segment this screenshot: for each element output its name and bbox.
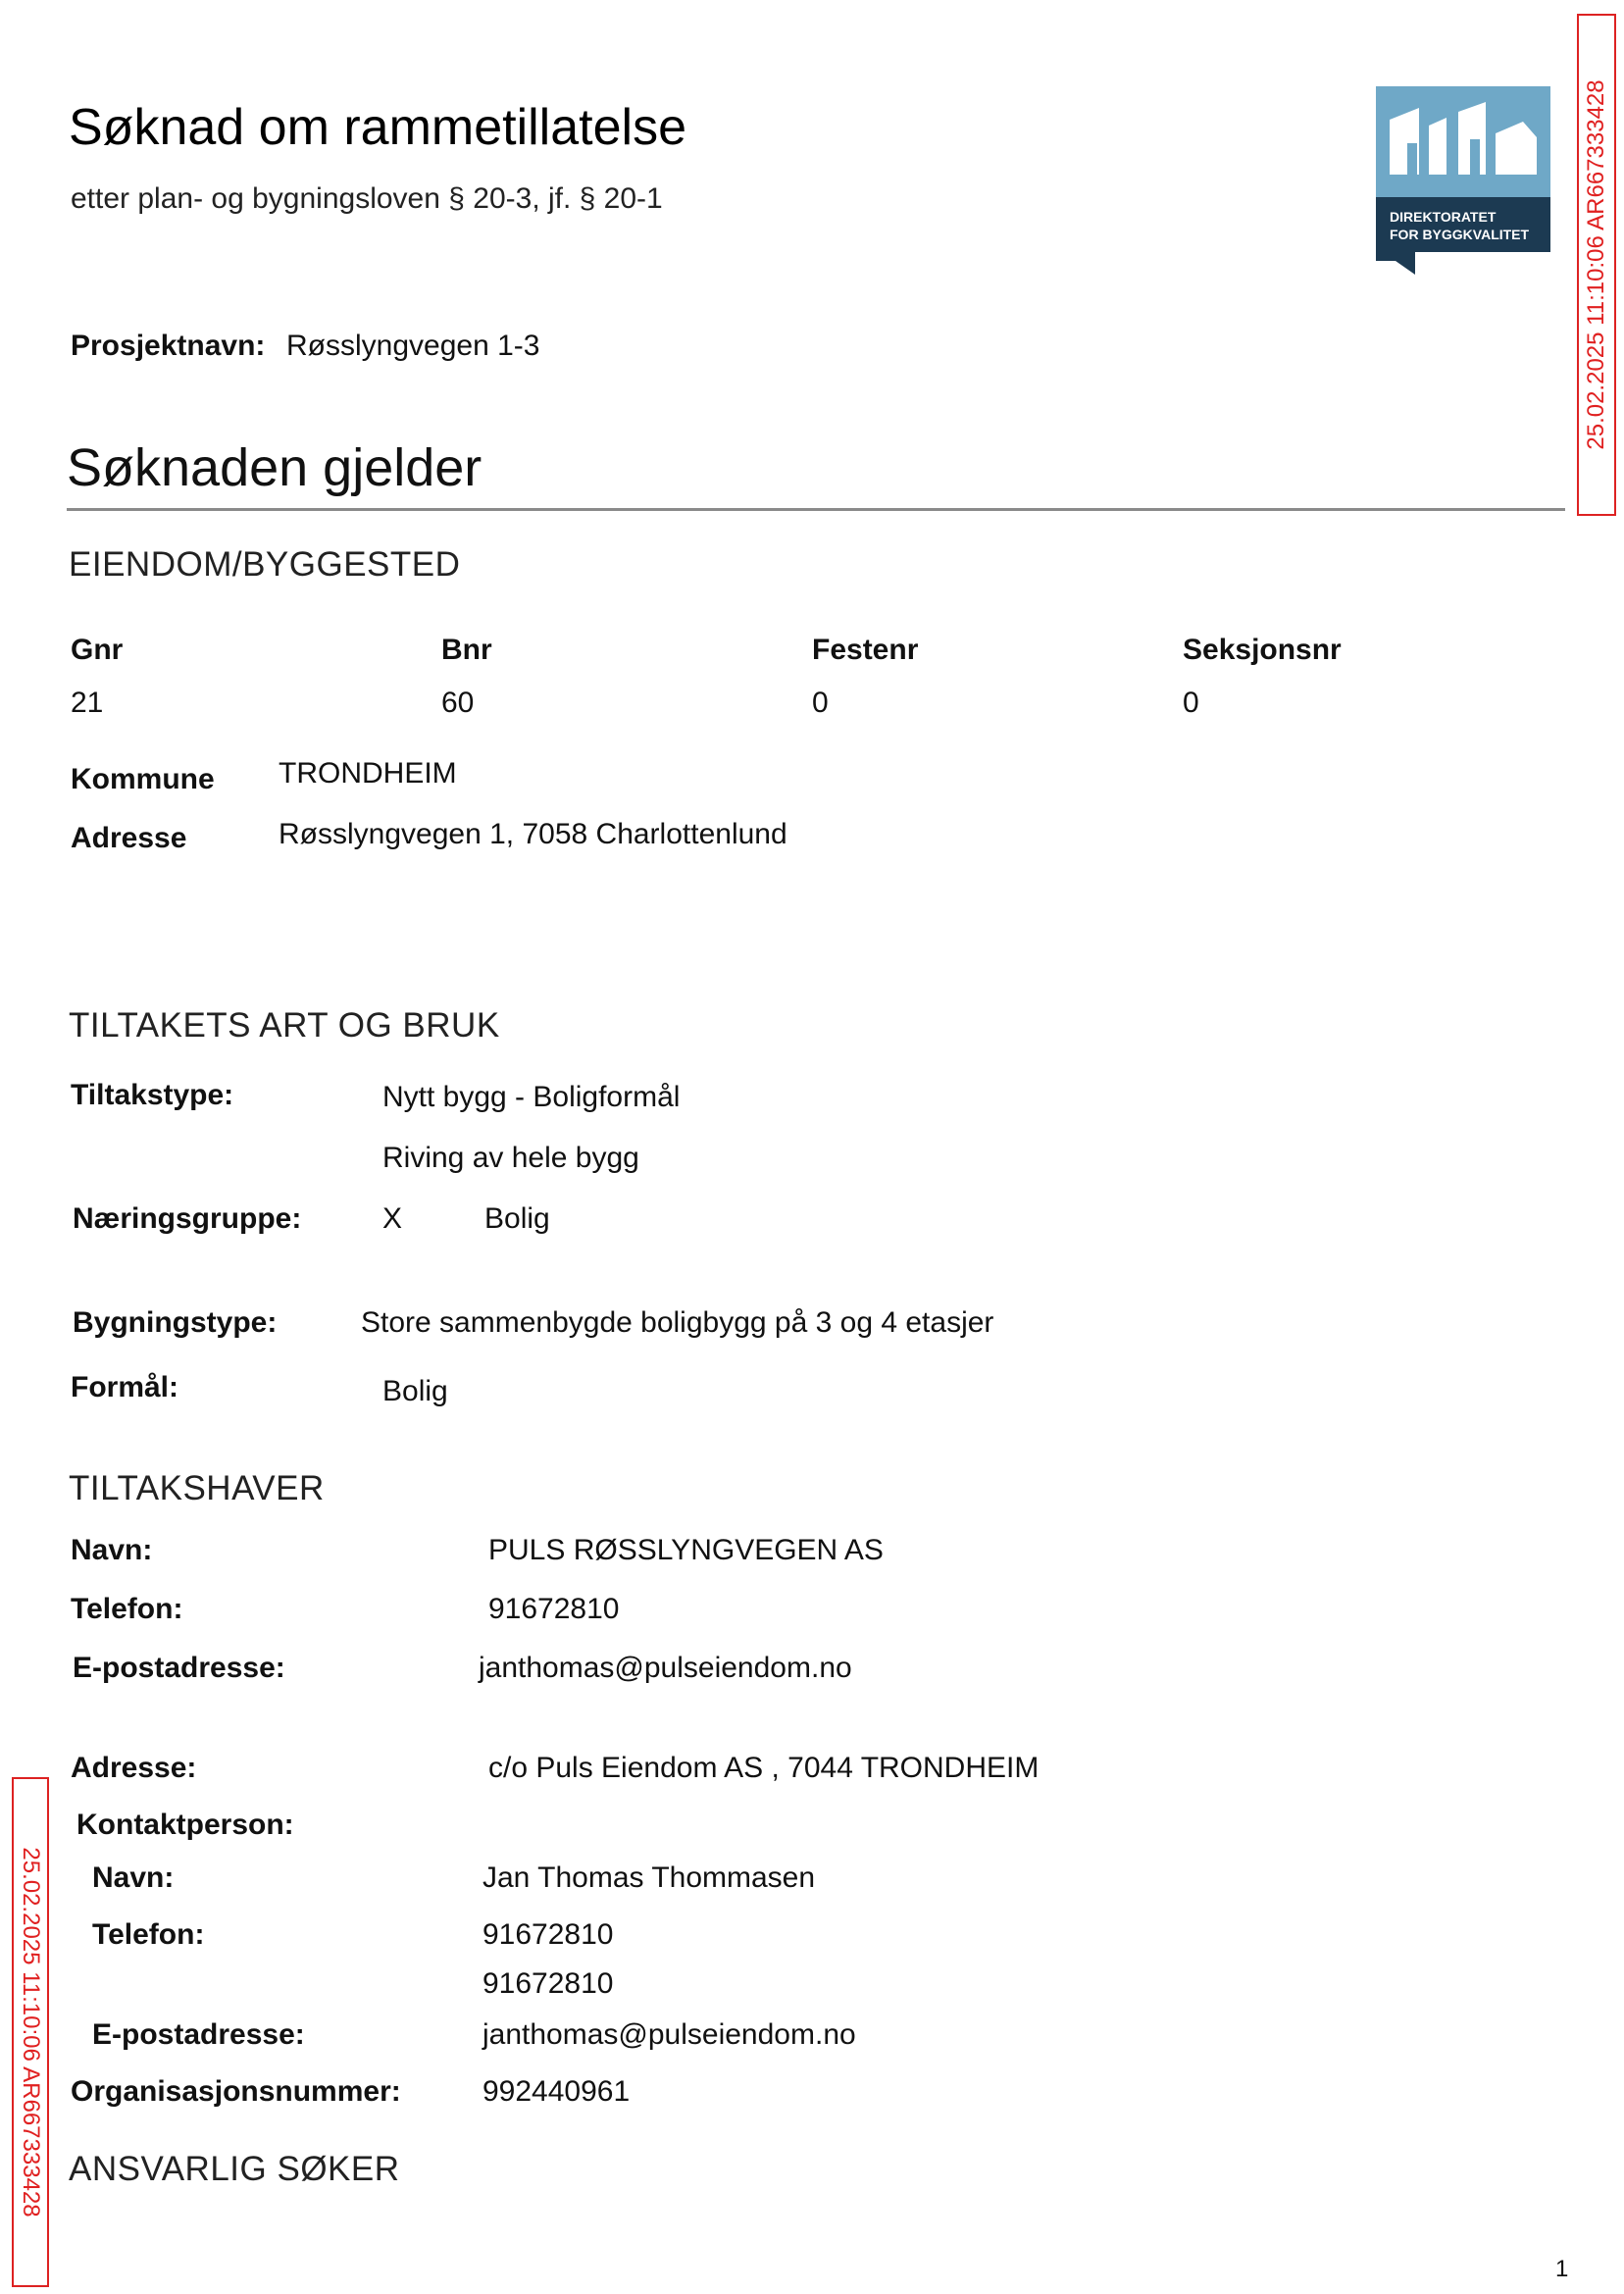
bnr-label: Bnr	[441, 634, 492, 666]
logo-text-line1: DIREKTORATET	[1390, 209, 1497, 225]
tiltakshaver-navn-label: Navn:	[71, 1534, 153, 1566]
tiltakshaver-navn-value: PULS RØSSLYNGVEGEN AS	[488, 1534, 884, 1566]
naeringsgruppe-value: Bolig	[484, 1202, 550, 1235]
section-ansvarlig-soker-heading: ANSVARLIG SØKER	[69, 2150, 400, 2188]
heading-divider	[67, 508, 1565, 511]
kontakt-epost-label: E-postadresse:	[92, 2018, 305, 2051]
gnr-label: Gnr	[71, 634, 124, 666]
adresse-label: Adresse	[71, 822, 187, 854]
kontakt-navn-label: Navn:	[92, 1861, 175, 1894]
section-tiltakshaver-heading: TILTAKSHAVER	[69, 1469, 325, 1507]
adresse-value: Røsslyngvegen 1, 7058 Charlottenlund	[279, 818, 787, 850]
formal-value: Bolig	[382, 1375, 448, 1407]
dibk-logo-icon	[1376, 86, 1550, 275]
kontaktperson-label: Kontaktperson:	[76, 1809, 294, 1841]
tiltakshaver-telefon-value: 91672810	[488, 1593, 620, 1625]
naeringsgruppe-code: X	[382, 1202, 403, 1235]
bygningstype-value: Store sammenbygde boligbygg på 3 og 4 etasjer	[361, 1306, 994, 1339]
bygningstype-label: Bygningstype:	[73, 1306, 278, 1339]
stamp-text: 25.02.2025 11:10:06 AR667333428	[1583, 79, 1609, 450]
kontakt-telefon-label: Telefon:	[92, 1918, 205, 1951]
date-stamp-top	[1577, 14, 1616, 516]
kommune-value: TRONDHEIM	[279, 757, 457, 790]
document-subtitle: etter plan- og bygningsloven § 20-3, jf. § 20-1	[71, 182, 663, 215]
festenr-label: Festenr	[812, 634, 919, 666]
festenr-value: 0	[812, 687, 829, 719]
tiltakstype-value-1: Nytt bygg - Boligformål	[382, 1081, 681, 1113]
section-eiendom-heading: EIENDOM/BYGGESTED	[69, 545, 461, 584]
seksjonsnr-value: 0	[1183, 687, 1199, 719]
tiltakstype-value-2: Riving av hele bygg	[382, 1142, 639, 1174]
tiltakshaver-adresse-value: c/o Puls Eiendom AS , 7044 TRONDHEIM	[488, 1752, 1040, 1784]
kommune-label: Kommune	[71, 763, 215, 795]
tiltakshaver-adresse-label: Adresse:	[71, 1752, 197, 1784]
section-heading: Søknaden gjelder	[67, 438, 482, 497]
logo-text-line2: FOR BYGGKVALITET	[1390, 227, 1530, 242]
orgnr-value: 992440961	[482, 2075, 631, 2108]
date-stamp-side	[12, 1777, 49, 2287]
tiltakshaver-epost-value: janthomas@pulseiendom.no	[479, 1652, 852, 1684]
tiltakstype-label: Tiltakstype:	[71, 1079, 234, 1111]
formal-label: Formål:	[71, 1371, 179, 1403]
orgnr-label: Organisasjonsnummer:	[71, 2075, 401, 2108]
project-label: Prosjektnavn:	[71, 330, 266, 362]
project-value: Røsslyngvegen 1-3	[286, 330, 540, 362]
kontakt-telefon-value-1: 91672810	[482, 1918, 614, 1951]
seksjonsnr-label: Seksjonsnr	[1183, 634, 1342, 666]
naeringsgruppe-label: Næringsgruppe:	[73, 1202, 302, 1235]
page-number: 1	[1555, 2256, 1569, 2282]
kontakt-navn-value: Jan Thomas Thommasen	[482, 1861, 816, 1894]
tiltakshaver-telefon-label: Telefon:	[71, 1593, 183, 1625]
kontakt-epost-value: janthomas@pulseiendom.no	[482, 2018, 856, 2051]
section-tiltak-heading: TILTAKETS ART OG BRUK	[69, 1006, 500, 1045]
stamp-text: 25.02.2025 11:10:06 AR667333428	[18, 1847, 44, 2218]
gnr-value: 21	[71, 687, 104, 719]
dibk-logo	[1376, 86, 1550, 275]
kontakt-telefon-value-2: 91672810	[482, 1967, 614, 2000]
bnr-value: 60	[441, 687, 475, 719]
tiltakshaver-epost-label: E-postadresse:	[73, 1652, 285, 1684]
document-title: Søknad om rammetillatelse	[69, 99, 686, 156]
